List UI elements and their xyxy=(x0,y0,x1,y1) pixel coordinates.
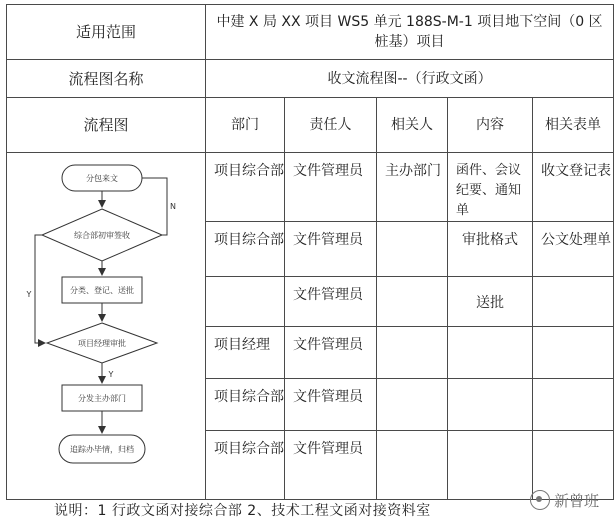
distribute-node-label: 分类、登记、送批 xyxy=(70,286,134,295)
row-6-content xyxy=(448,431,533,500)
workflow-table xyxy=(6,4,614,500)
scope-label: 适用范围 xyxy=(7,5,206,60)
yes-label-2: Y xyxy=(108,370,114,379)
row-3-form xyxy=(533,277,614,327)
row-5-form xyxy=(533,379,614,431)
row-3-content: 送批 xyxy=(448,277,533,327)
row-5-content xyxy=(448,379,533,431)
row-4-related xyxy=(377,327,448,379)
no-label: N xyxy=(170,202,176,211)
start-node-label: 分包来文 xyxy=(86,174,118,183)
row-3-related xyxy=(377,277,448,327)
row-1-related: 主办部门 xyxy=(377,153,448,222)
wechat-logo-icon xyxy=(530,490,550,510)
header-flow: 流程图 xyxy=(7,98,206,153)
archive-node-label: 追踪办毕情，归档 xyxy=(70,445,134,454)
scope-value: 中建 X 局 XX 项目 WS5 单元 188S-M-1 项目地下空间（0 区桩基）项目 xyxy=(206,5,614,60)
send-node-label: 分发主办部门 xyxy=(78,394,126,403)
row-2-content: 审批格式 xyxy=(448,222,533,277)
row-2-related xyxy=(377,222,448,277)
row-5-dept: 项目综合部 xyxy=(206,379,285,431)
row-2-dept: 项目综合部 xyxy=(206,222,285,277)
row-4-form xyxy=(533,327,614,379)
row-3-owner: 文件管理员 xyxy=(285,277,377,327)
header-content: 内容 xyxy=(448,98,533,153)
row-4-dept: 项目经理 xyxy=(206,327,285,379)
row-4-owner: 文件管理员 xyxy=(285,327,377,379)
row-3-dept xyxy=(206,277,285,327)
row-1-dept: 项目综合部 xyxy=(206,153,285,222)
watermark xyxy=(530,490,599,511)
header-owner: 责任人 xyxy=(285,98,377,153)
row-5-related xyxy=(377,379,448,431)
row-1-owner: 文件管理员 xyxy=(285,153,377,222)
header-dept: 部门 xyxy=(206,98,285,153)
flowchart-cell xyxy=(7,153,206,500)
header-related: 相关人 xyxy=(377,98,448,153)
flow-name-value: 收文流程图--（行政文函） xyxy=(206,60,614,98)
review-decision-label: 综合部初审签收 xyxy=(74,231,130,240)
row-2-owner: 文件管理员 xyxy=(285,222,377,277)
row-1-form: 收文登记表 xyxy=(533,153,614,222)
header-form: 相关表单 xyxy=(533,98,614,153)
row-4-content xyxy=(448,327,533,379)
yes-loop-line xyxy=(35,235,45,343)
flow-name-label: 流程图名称 xyxy=(7,60,206,98)
note-text: 说明：1 行政文函对接综合部 2、技术工程文函对接资料室 xyxy=(54,503,431,519)
watermark-text: 新曾班 xyxy=(554,492,600,510)
row-6-related xyxy=(377,431,448,500)
row-6-owner: 文件管理员 xyxy=(285,431,377,500)
approve-decision-label: 项目经理审批 xyxy=(78,339,126,348)
row-1-content: 函件、会议纪要、通知单 xyxy=(448,153,533,222)
row-2-form: 公文处理单 xyxy=(533,222,614,277)
flowchart xyxy=(7,157,206,495)
yes-label-1: Y xyxy=(26,290,32,299)
no-loop-line xyxy=(142,178,167,235)
row-5-owner: 文件管理员 xyxy=(285,379,377,431)
row-6-dept: 项目综合部 xyxy=(206,431,285,500)
